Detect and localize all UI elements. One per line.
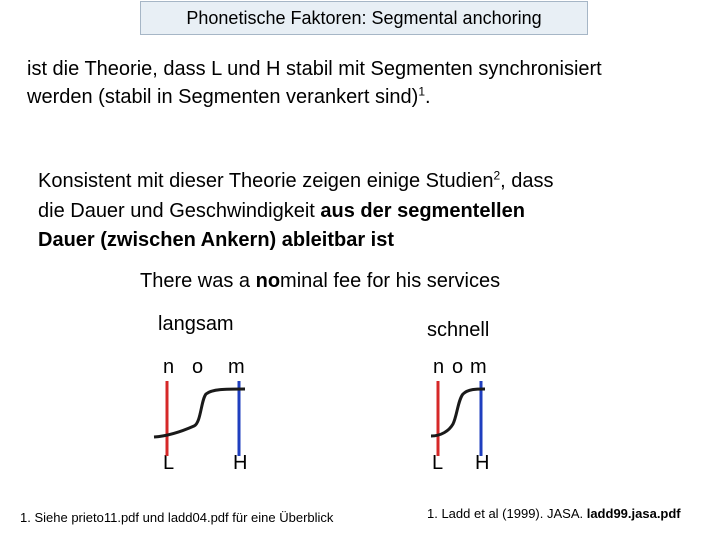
panel-slow-tone-low: L	[163, 452, 175, 474]
footnote-1: 1. Siehe prieto11.pdf und ladd04.pdf für eine Überblick	[20, 510, 334, 525]
sentence-before: There was a	[140, 270, 256, 292]
panel-slow-letter-m: m	[228, 356, 245, 378]
intro-line-1: ist die Theorie, dass L und H stabil mit Segmenten synchronisiert	[27, 58, 602, 80]
footnote-ref-2: 2	[493, 168, 501, 183]
panel-fast-tone-high: H	[475, 452, 490, 474]
footnote-ref-1: 1	[418, 84, 425, 99]
sentence-bold-syllable: no	[255, 270, 281, 292]
panel-slow-label: langsam	[158, 313, 234, 335]
panel-fast-label: schnell	[427, 319, 490, 341]
panel-slow-letter-o: o	[192, 356, 204, 378]
consistent-line-2-plain: die Dauer und Geschwindigkeit	[38, 200, 321, 222]
panel-slow-tone-high: H	[233, 452, 248, 474]
consistent-line-1-end: , dass	[500, 170, 554, 192]
footnote-2-bold: ladd99.jasa.pdf	[586, 506, 681, 521]
consistent-line-3-bold: Dauer (zwischen Ankern) ableitbar ist	[38, 229, 395, 251]
panel-fast-letter-m: m	[470, 356, 487, 378]
footnote-2	[427, 506, 681, 521]
intro-line-2-end: .	[425, 86, 431, 108]
footnote-2-plain: 1. Ladd et al (1999). JASA.	[427, 506, 587, 521]
panel-slow-letter-n: n	[163, 356, 175, 378]
intro-line-2-text: werden (stabil in Segmenten verankert sind)	[27, 86, 419, 108]
consistent-line-2-bold: aus der segmentellen	[320, 200, 525, 222]
sentence-after: minal fee for his services	[280, 270, 501, 292]
consistent-line-1-text: Konsistent mit dieser Theorie zeigen einige Studien	[38, 170, 494, 192]
panel-fast-tone-low: L	[432, 452, 444, 474]
panel-fast-letter-o: o	[452, 356, 464, 378]
slide-title: Phonetische Faktoren: Segmental anchoring	[140, 1, 588, 35]
panel-fast-letter-n: n	[433, 356, 445, 378]
